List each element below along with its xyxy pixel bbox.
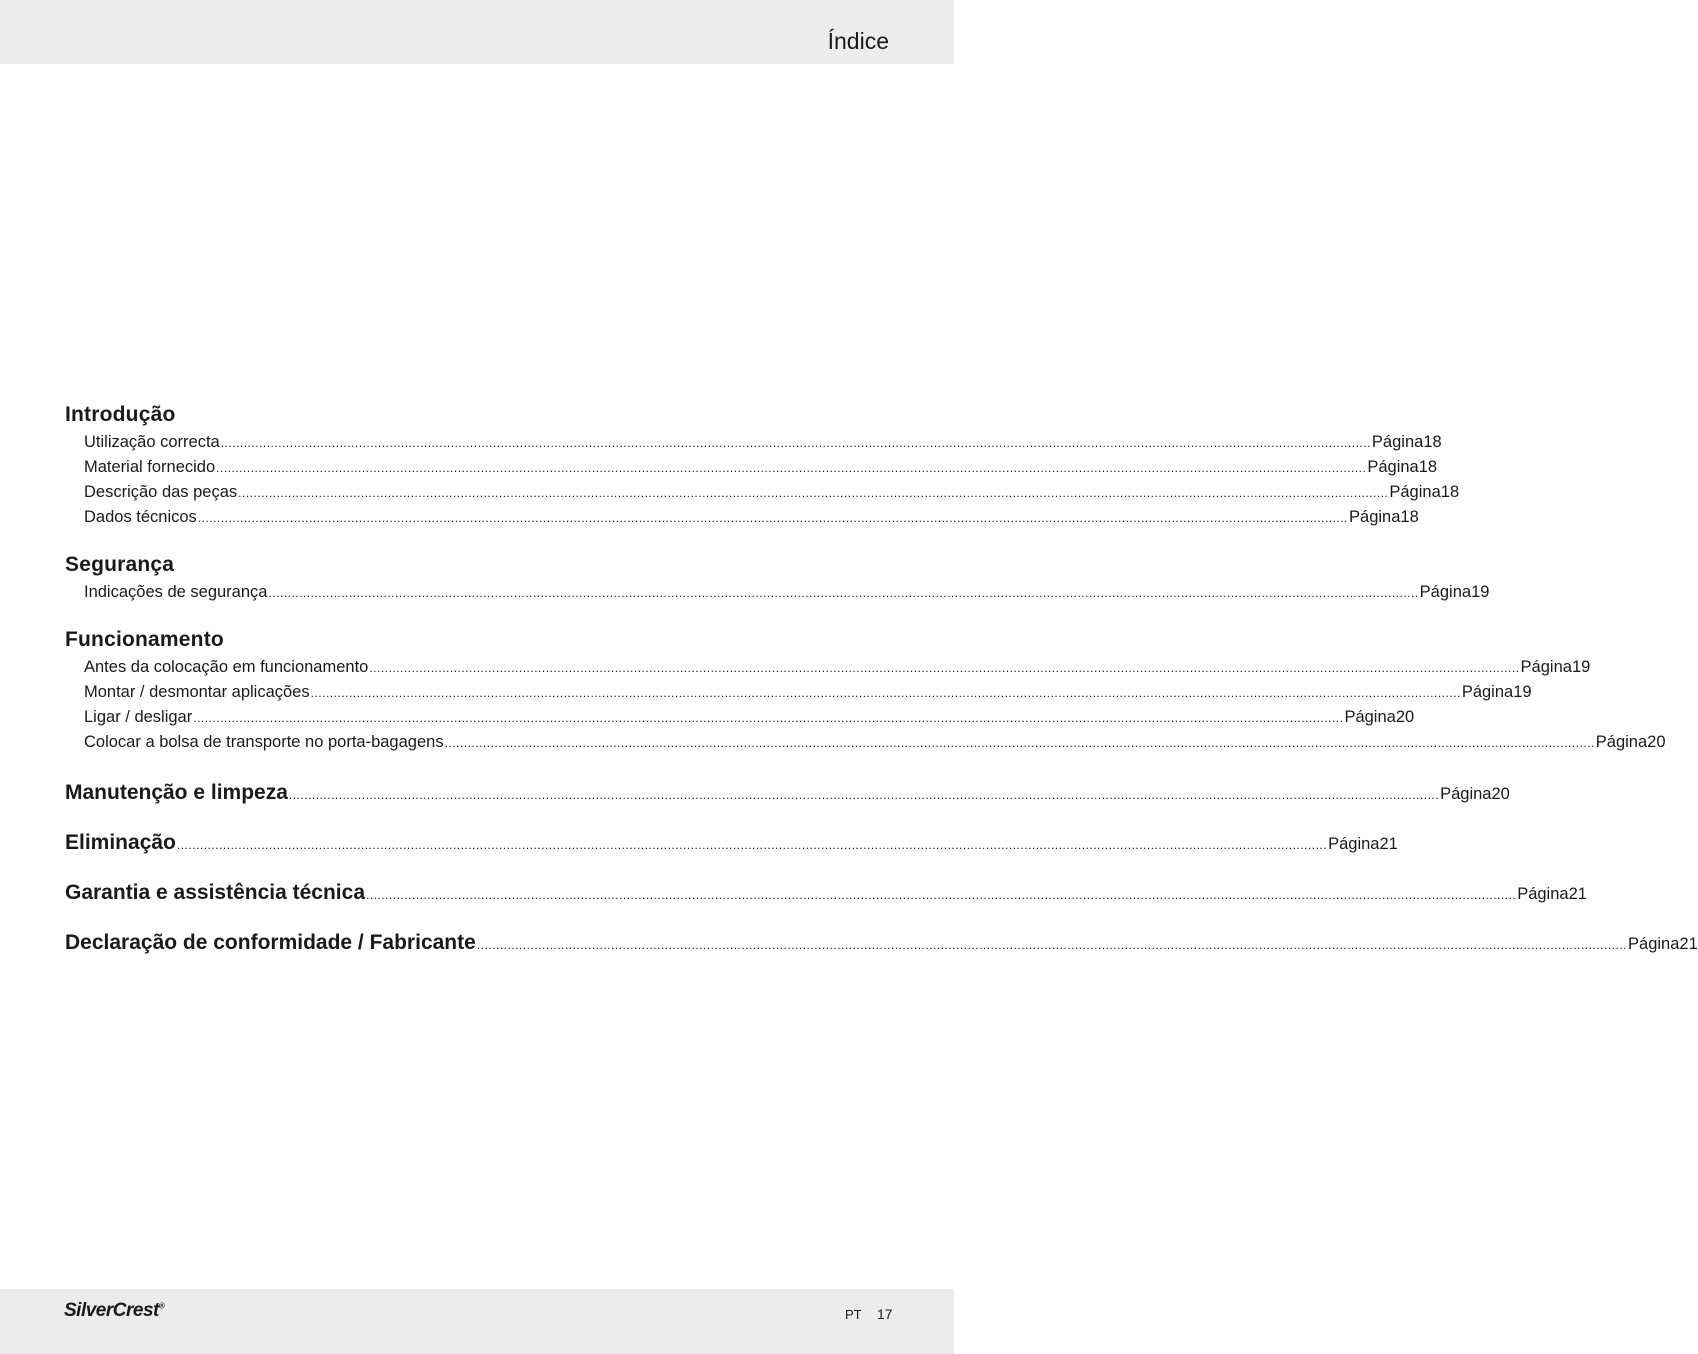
toc-page-number: 21 [1679,935,1698,953]
toc-page-number: 19 [1513,683,1532,701]
toc-page-number: 19 [1471,583,1490,601]
toc-entry[interactable] [84,431,1442,453]
toc-entry-label: Dados técnicos [84,508,197,526]
toc-leader: ............................................................................................................................................................................................................................................................................................................ [268,586,1419,600]
toc-page-word: Página [1520,658,1572,676]
toc-entry[interactable] [84,731,1666,753]
toc-page-number: 19 [1571,658,1591,676]
toc-entry-label: Ligar / desligar [84,708,193,726]
toc-section-heading: Introdução [65,403,176,426]
toc-entry-label: Material fornecido [84,458,216,476]
toc-page-number: 21 [1379,835,1398,853]
toc-leader: ............................................................................................................................................................................................................................................................................................................ [444,736,1595,750]
toc-page-number: 20 [1647,733,1666,751]
header-band [0,0,954,64]
page-title: Índice [827,28,889,54]
toc-entry[interactable] [84,656,1591,678]
toc-page-number: 20 [1491,785,1510,803]
toc-leader: ............................................................................................................................................................................................................................................................................................................ [366,888,1517,902]
toc-entry[interactable] [84,481,1460,503]
toc-entry-label: Montar / desmontar aplicações [84,683,310,701]
toc-page-word: Página [1349,508,1401,526]
toc-entry-label: Manutenção e limpeza [65,781,288,804]
toc-page-word: Página [1371,433,1424,451]
toc-page-word: Página [1461,683,1514,701]
toc-leader: ............................................................................................................................................................................................................................................................................................................ [216,461,1367,475]
toc-entry-label: Colocar a bolsa de transporte no porta-bagagens [84,733,444,751]
toc-entry[interactable] [84,506,1419,528]
toc-page-word: Página [1517,885,1569,903]
toc-page-word: Página [1440,785,1492,803]
toc-page-word: Página [1419,583,1472,601]
toc-leader: ............................................................................................................................................................................................................................................................................................................ [476,938,1628,952]
toc-entry-label: Antes da colocação em funcionamento [84,658,369,676]
toc-entry-label: Utilização correcta [84,433,220,451]
toc-entry-label: Garantia e assistência técnica [65,881,365,904]
brand-name: SilverCrest [64,1300,159,1321]
brand-logo [64,1300,164,1322]
toc-major-entry[interactable] [65,929,1698,957]
toc-section-heading: Segurança [65,553,175,576]
toc-page-number: 18 [1400,508,1419,526]
toc-leader: ............................................................................................................................................................................................................................................................................................................ [369,661,1520,675]
toc-page-number: 18 [1440,483,1460,501]
toc-page-number: 20 [1395,708,1415,726]
toc-leader: ............................................................................................................................................................................................................................................................................................................ [238,486,1389,500]
toc-leader: ............................................................................................................................................................................................................................................................................................................ [220,436,1371,450]
toc-entry-label: Indicações de segurança [84,583,268,601]
toc-entry[interactable] [84,681,1532,703]
toc-major-entry[interactable] [65,879,1587,907]
toc-page-word: Página [1389,483,1441,501]
toc-page-number: 18 [1418,458,1438,476]
toc-entry-label: Descrição das peças [84,483,238,501]
toc-entry[interactable] [84,581,1490,603]
toc-page-word: Página [1344,708,1396,726]
toc-page-word: Página [1328,835,1380,853]
toc-page-word: Página [1628,935,1680,953]
toc-entry[interactable] [84,456,1438,478]
toc-entry[interactable] [84,706,1415,728]
language-code: PT [845,1307,862,1322]
toc-section-heading: Funcionamento [65,628,224,651]
toc-page-number: 18 [1423,433,1442,451]
registered-mark: ® [158,1301,165,1311]
toc-entry-label: Eliminação [65,831,176,854]
toc-page-number: 21 [1568,885,1587,903]
toc-leader: ............................................................................................................................................................................................................................................................................................................ [197,511,1349,525]
toc-major-entry[interactable] [65,829,1398,857]
toc-leader: ............................................................................................................................................................................................................................................................................................................ [176,838,1328,852]
toc-page-word: Página [1595,733,1648,751]
toc-entry-label: Declaração de conformidade / Fabricante [65,931,476,954]
toc-leader: ............................................................................................................................................................................................................................................................................................................ [310,686,1461,700]
page-number: 17 [877,1306,893,1322]
toc-leader: ............................................................................................................................................................................................................................................................................................................ [288,788,1440,802]
toc-leader: ............................................................................................................................................................................................................................................................................................................ [193,711,1344,725]
toc-major-entry[interactable] [65,779,1510,807]
toc-page-word: Página [1367,458,1419,476]
